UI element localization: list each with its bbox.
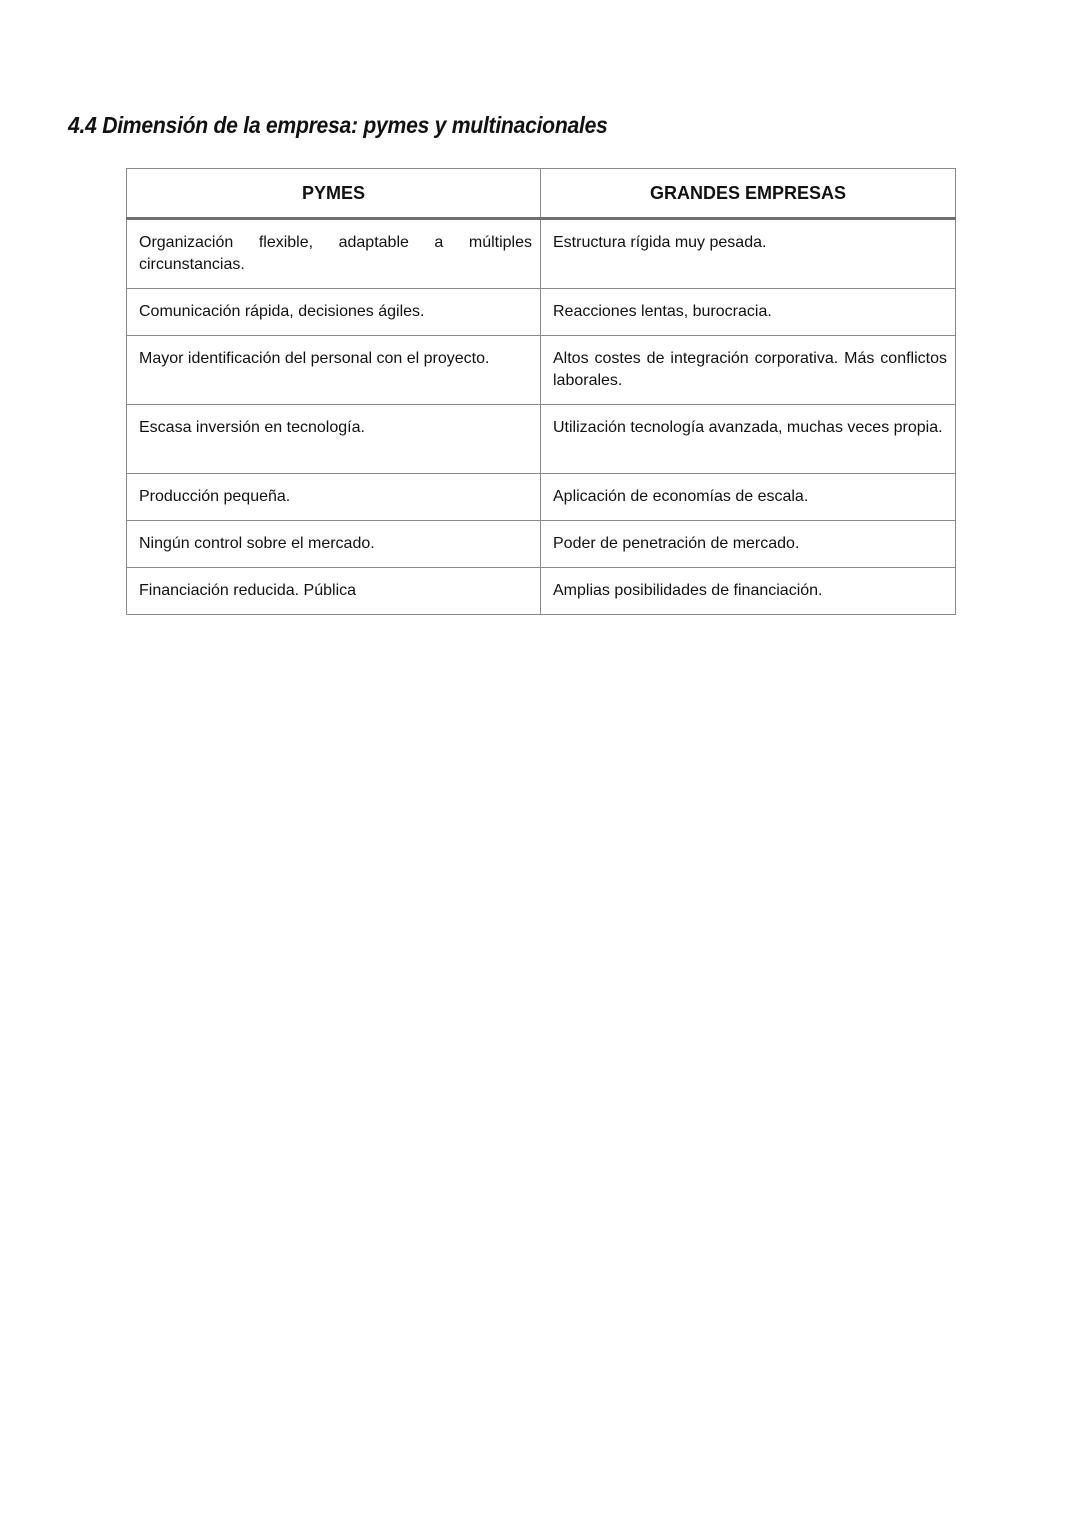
table-row	[127, 474, 956, 521]
table-row	[127, 405, 956, 474]
table-row	[127, 568, 956, 615]
pymes-cell: Organización flexible, adaptable a múltiples circunstancias.	[127, 219, 541, 289]
table-row	[127, 521, 956, 568]
header-pymes: PYMES	[127, 169, 541, 219]
grandes-empresas-cell: Poder de penetración de mercado.	[541, 521, 956, 568]
grandes-empresas-cell: Estructura rígida muy pesada.	[541, 219, 956, 289]
header-grandes-empresas: GRANDES EMPRESAS	[541, 169, 956, 219]
grandes-empresas-cell: Amplias posibilidades de financiación.	[541, 568, 956, 615]
table-row	[127, 219, 956, 289]
table-row	[127, 289, 956, 336]
pymes-cell: Ningún control sobre el mercado.	[127, 521, 541, 568]
grandes-empresas-cell: Altos costes de integración corporativa. Más conflictos laborales.	[541, 336, 956, 405]
table-row	[127, 336, 956, 405]
pymes-cell: Comunicación rápida, decisiones ágiles.	[127, 289, 541, 336]
grandes-empresas-cell: Aplicación de economías de escala.	[541, 474, 956, 521]
pymes-cell: Escasa inversión en tecnología.	[127, 405, 541, 474]
grandes-empresas-cell: Utilización tecnología avanzada, muchas veces propia.	[541, 405, 956, 474]
pymes-cell: Mayor identificación del personal con el proyecto.	[127, 336, 541, 405]
pymes-cell: Producción pequeña.	[127, 474, 541, 521]
table-header-row	[127, 169, 956, 219]
section-heading: 4.4 Dimensión de la empresa: pymes y multinacionales	[68, 112, 608, 138]
pymes-cell: Financiación reducida. Pública	[127, 568, 541, 615]
comparison-table	[126, 168, 956, 615]
grandes-empresas-cell: Reacciones lentas, burocracia.	[541, 289, 956, 336]
